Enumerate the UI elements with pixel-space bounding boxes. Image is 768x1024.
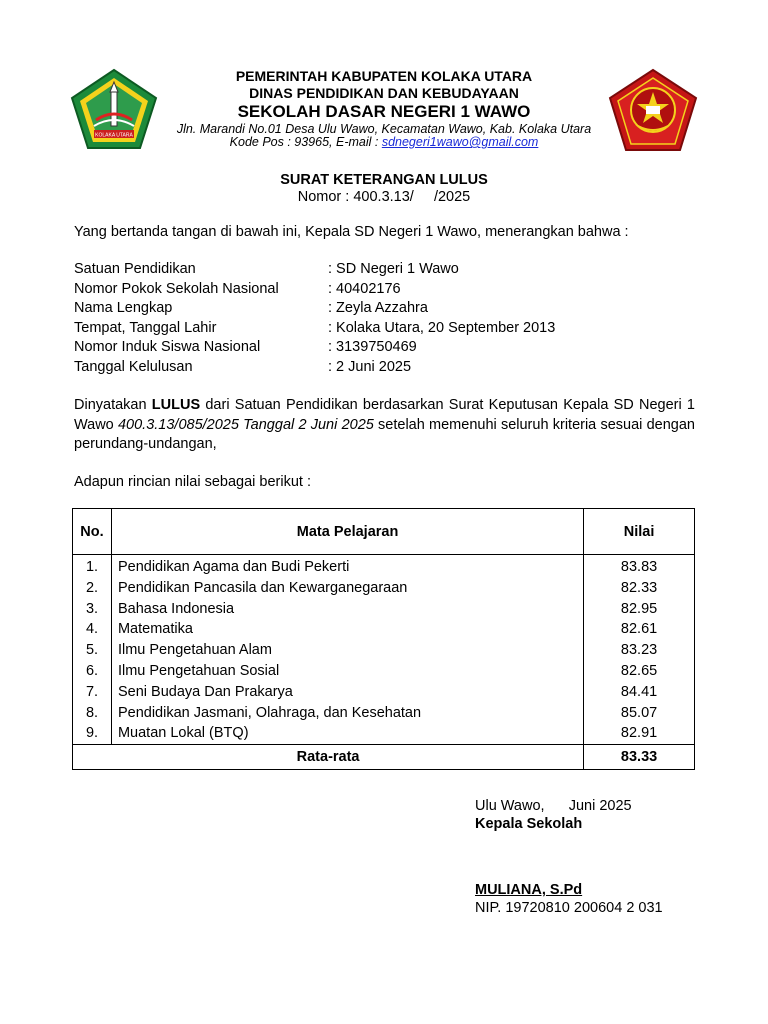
signer-nip: NIP. 19720810 200604 2 031 — [475, 900, 663, 916]
header-subject: Mata Pelajaran — [111, 509, 583, 555]
left-logo-text: KOLAKA UTARA — [95, 132, 133, 139]
row-subject: Muatan Lokal (BTQ) — [111, 723, 583, 744]
row-no: 6. — [73, 661, 112, 682]
header-no: No. — [73, 509, 112, 555]
signer-name: MULIANA, S.Pd — [475, 882, 583, 898]
row-score: 85.07 — [584, 703, 695, 724]
row-subject: Ilmu Pengetahuan Alam — [111, 640, 583, 661]
row-no: 5. — [73, 640, 112, 661]
declaration-part1: Dinyatakan — [74, 397, 152, 413]
table-row — [73, 661, 695, 682]
lulus-status: LULUS — [151, 397, 201, 413]
row-score: 83.23 — [584, 640, 695, 661]
row-score: 83.83 — [584, 555, 695, 578]
average-value: 83.33 — [584, 745, 695, 770]
row-subject: Pendidikan Agama dan Budi Pekerti — [111, 555, 583, 578]
table-row — [73, 703, 695, 724]
row-no: 4. — [73, 619, 112, 640]
letterhead-line1: PEMERINTAH KABUPATEN KOLAKA UTARA — [235, 68, 533, 84]
declaration-part2: dari Satuan Pendidikan berdasarkan Surat Keputusan Kepala SD Negeri 1 Wawo — [74, 397, 695, 433]
document-title: SURAT KETERANGAN LULUS — [280, 172, 488, 188]
info-label: Tempat, Tanggal Lahir — [74, 319, 217, 336]
row-no: 8. — [73, 703, 112, 724]
table-row — [73, 578, 695, 599]
intro-text: Yang bertanda tangan di bawah ini, Kepala SD Negeri 1 Wawo, menerangkan bahwa : — [74, 224, 629, 240]
postal-email-line — [0, 132, 768, 149]
row-subject: Pendidikan Pancasila dan Kewarganegaraan — [111, 578, 583, 599]
row-no: 2. — [73, 578, 112, 599]
letterhead-line2: DINAS PENDIDIKAN DAN KEBUDAYAAN — [249, 85, 519, 101]
row-score: 82.61 — [584, 619, 695, 640]
table-row — [73, 599, 695, 620]
info-value: : 2 Juni 2025 — [328, 358, 412, 375]
rincian-text: Adapun rincian nilai sebagai berikut : — [74, 474, 311, 490]
decree-reference: 400.3.13/085/2025 Tanggal 2 Juni 2025 — [117, 416, 374, 433]
info-value: : 3139750469 — [328, 339, 417, 355]
info-label: Nomor Pokok Sekolah Nasional — [74, 280, 279, 297]
grades-table — [72, 508, 695, 770]
email-link[interactable]: sdnegeri1wawo@gmail.com — [381, 135, 539, 149]
info-label: Nama Lengkap — [74, 300, 173, 316]
table-row — [73, 682, 695, 703]
declaration-paragraph — [74, 396, 695, 455]
row-score: 82.91 — [584, 723, 695, 744]
school-name: SEKOLAH DASAR NEGERI 1 WAWO — [237, 102, 531, 121]
average-row — [73, 745, 695, 770]
row-score: 82.95 — [584, 599, 695, 620]
table-row — [73, 640, 695, 661]
table-row — [73, 619, 695, 640]
school-address: Jln. Marandi No.01 Desa Ulu Wawo, Kecamatan Wawo, Kab. Kolaka Utara — [176, 122, 592, 136]
average-label: Rata-rata — [73, 745, 584, 770]
row-subject: Pendidikan Jasmani, Olahraga, dan Kesehatan — [111, 703, 583, 724]
row-no: 3. — [73, 599, 112, 620]
document-number: Nomor : 400.3.13/ /2025 — [297, 189, 471, 205]
postal-code-text: Kode Pos : 93965, E-mail : — [229, 135, 382, 149]
signer-position: Kepala Sekolah — [475, 816, 583, 832]
row-score: 84.41 — [584, 682, 695, 703]
info-value: : Kolaka Utara, 20 September 2013 — [328, 319, 556, 336]
row-subject: Ilmu Pengetahuan Sosial — [111, 661, 583, 682]
table-row — [73, 555, 695, 578]
row-score: 82.65 — [584, 661, 695, 682]
table-header-row — [73, 509, 695, 555]
info-label: Tanggal Kelulusan — [74, 358, 193, 375]
row-no: 7. — [73, 682, 112, 703]
info-label: Nomor Induk Siswa Nasional — [74, 339, 261, 355]
table-row — [73, 723, 695, 744]
place-date: Ulu Wawo, Juni 2025 — [475, 798, 632, 814]
info-label: Satuan Pendidikan — [74, 261, 196, 277]
row-subject: Matematika — [111, 619, 583, 640]
row-no: 1. — [73, 555, 112, 578]
info-value: : Zeyla Azzahra — [328, 300, 428, 316]
row-score: 82.33 — [584, 578, 695, 599]
declaration-part3: setelah memenuhi seluruh kriteria sesuai dengan perundang-undangan, — [74, 416, 695, 452]
row-subject: Bahasa Indonesia — [111, 599, 583, 620]
row-subject: Seni Budaya Dan Prakarya — [111, 682, 583, 703]
row-no: 9. — [73, 723, 112, 744]
info-value: : 40402176 — [328, 280, 401, 297]
info-value: : SD Negeri 1 Wawo — [328, 261, 459, 277]
header-score: Nilai — [584, 509, 695, 555]
